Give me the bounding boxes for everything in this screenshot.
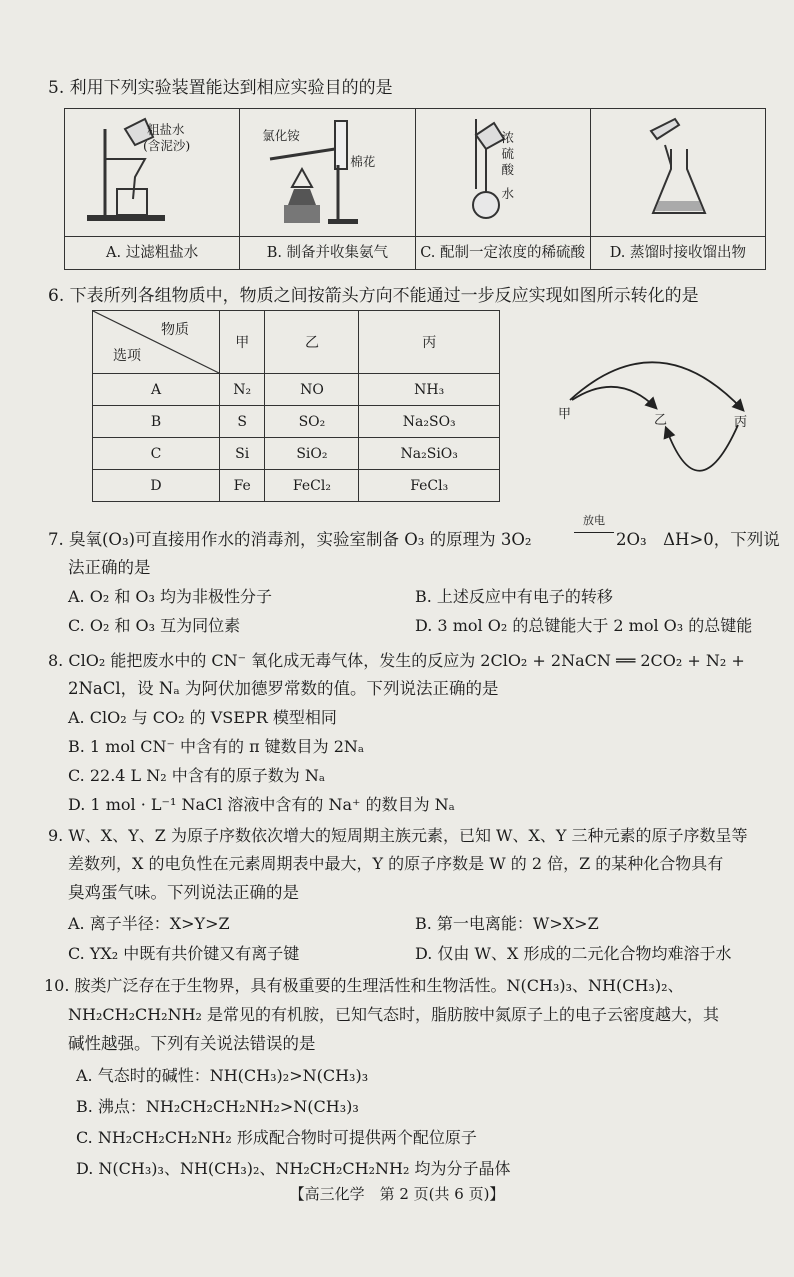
q7-option-d: D. 3 mol O₂ 的总键能大于 2 mol O₃ 的总键能 <box>415 616 753 635</box>
q5-figure-c <box>416 109 590 237</box>
q7-condition: 放电 <box>583 514 605 527</box>
q5-cell-d <box>591 109 765 269</box>
q10-option-a: A. 气态时的碱性：NH(CH₃)₂>N(CH₃)₃ <box>76 1066 369 1085</box>
q10-line3: 碱性越强。下列有关说法错误的是 <box>68 1034 316 1053</box>
q10-line2: NH₂CH₂CH₂NH₂ 是常见的有机胺，已知气态时，脂肪胺中氮原子上的电子云密度越大，其 <box>68 1005 720 1024</box>
q5-cell-b <box>240 109 415 269</box>
q9-option-d: D. 仅由 W、X 形成的二元化合物均难溶于水 <box>415 944 732 963</box>
table-cell: FeCl₃ <box>359 470 500 502</box>
q7-line2: 法正确的是 <box>68 558 151 577</box>
q8-line2: 2NaCl，设 Nₐ 为阿伏加德罗常数的值。下列说法正确的是 <box>68 679 499 698</box>
table-cell: FeCl₂ <box>265 470 359 502</box>
table-cell: A <box>93 374 220 406</box>
q8-option-d: D. 1 mol · L⁻¹ NaCl 溶液中含有的 Na⁺ 的数目为 Nₐ <box>68 795 455 814</box>
table-cell: B <box>93 406 220 438</box>
q5-caption-d: D. 蒸馏时接收馏出物 <box>609 245 747 261</box>
q9-option-c: C. YX₂ 中既有共价键又有离子键 <box>68 944 300 963</box>
q5-figure-d <box>591 109 765 237</box>
table-cell: Fe <box>220 470 265 502</box>
diagonal-header-cell <box>93 311 220 374</box>
cycle-label-yi: 乙 <box>654 413 668 428</box>
label-c3: 酸 <box>501 162 515 177</box>
table-cell: S <box>220 406 265 438</box>
table-row <box>93 406 500 438</box>
q9-line2: 差数列，X 的电负性在元素周期表中最大，Y 的原子序数是 W 的 2 倍，Z 的某种化合物具有 <box>68 854 724 873</box>
q7-arrow-line <box>574 532 614 533</box>
q6-table <box>92 310 500 502</box>
label-b1: 氯化铵 <box>262 128 300 143</box>
table-header-row <box>93 311 500 374</box>
q5-caption-b: B. 制备并收集氨气 <box>266 245 389 261</box>
q5-figure-a <box>65 109 239 237</box>
q10-option-d: D. N(CH₃)₃、NH(CH₃)₂、NH₂CH₂CH₂NH₂ 均为分子晶体 <box>76 1159 511 1178</box>
label-a1: 粗盐水 <box>147 122 185 137</box>
q9-option-a: A. 离子半径：X>Y>Z <box>68 914 230 933</box>
table-cell: D <box>93 470 220 502</box>
arrow-jia-to-bing <box>570 362 743 410</box>
q5-apparatus-table <box>64 108 766 270</box>
arrow-bing-to-yi <box>666 425 738 471</box>
q8-option-c: C. 22.4 L N₂ 中含有的原子数为 Nₐ <box>68 766 326 785</box>
erlenmeyer-flask-icon <box>591 109 766 235</box>
q5-stem: 5. 利用下列实验装置能达到相应实验目的的是 <box>48 78 393 98</box>
conversion-cycle-diagram <box>548 340 778 490</box>
q10-line1: 10. 胺类广泛存在于生物界，具有极重要的生理活性和生物活性。N(CH₃)₃、NH(CH₃)₂、 <box>44 976 684 995</box>
table-cell: NH₃ <box>359 374 500 406</box>
diag-label-top: 物质 <box>161 322 189 338</box>
label-c2: 硫 <box>501 146 515 161</box>
table-cell: Si <box>220 438 265 470</box>
q8-line1: 8. ClO₂ 能把废水中的 CN⁻ 氧化成无毒气体，发生的反应为 2ClO₂ + 2NaCN ══ 2CO₂ + N₂ + <box>48 651 745 670</box>
diag-label-bottom: 选项 <box>113 348 141 364</box>
cycle-label-bing: 丙 <box>734 415 748 430</box>
col-header: 甲 <box>220 311 265 374</box>
table-cell: C <box>93 438 220 470</box>
table-cell: Na₂SiO₃ <box>359 438 500 470</box>
table-row <box>93 374 500 406</box>
col-header: 乙 <box>265 311 359 374</box>
cycle-label-jia: 甲 <box>558 407 572 422</box>
q5-caption-c: C. 配制一定浓度的稀硫酸 <box>420 245 586 261</box>
q7-option-c: C. O₂ 和 O₃ 互为同位素 <box>68 616 241 635</box>
q9-option-b: B. 第一电离能：W>X>Z <box>415 914 599 933</box>
q6-stem: 6. 下表所列各组物质中，物质之间按箭头方向不能通过一步反应实现如图所示转化的是 <box>48 286 699 306</box>
label-c4: 水 <box>501 186 515 201</box>
q5-cell-a <box>65 109 240 269</box>
q5-figure-b <box>240 109 414 237</box>
page-footer: 【高三化学 第 2 页(共 6 页)】 <box>289 1185 505 1203</box>
q9-line3: 臭鸡蛋气味。下列说法正确的是 <box>68 883 299 902</box>
q5-caption-a: A. 过滤粗盐水 <box>106 245 199 261</box>
table-cell: Na₂SO₃ <box>359 406 500 438</box>
table-cell: SO₂ <box>265 406 359 438</box>
table-cell: N₂ <box>220 374 265 406</box>
label-b2: 棉花 <box>350 154 376 169</box>
arrow-jia-to-yi <box>572 387 656 408</box>
q8-option-b: B. 1 mol CN⁻ 中含有的 π 键数目为 2Nₐ <box>68 737 365 756</box>
table-cell: NO <box>265 374 359 406</box>
q9-line1: 9. W、X、Y、Z 为原子序数依次增大的短周期主族元素，已知 W、X、Y 三种元素的原子序数呈等 <box>48 826 748 845</box>
q10-option-c: C. NH₂CH₂CH₂NH₂ 形成配合物时可提供两个配位原子 <box>76 1128 477 1147</box>
table-row <box>93 470 500 502</box>
q7-line1-b: 2O₃ ΔH>0，下列说 <box>616 530 780 549</box>
q7-option-b: B. 上述反应中有电子的转移 <box>415 587 613 606</box>
q7-option-a: A. O₂ 和 O₃ 均为非极性分子 <box>68 587 273 606</box>
table-row <box>93 438 500 470</box>
label-c1: 浓 <box>501 130 515 145</box>
q5-cell-c <box>416 109 591 269</box>
q7-line1-a: 7. 臭氧(O₃)可直接用作水的消毒剂，实验室制备 O₃ 的原理为 3O₂ <box>48 530 532 549</box>
label-a2: (含泥沙) <box>143 138 191 153</box>
diagonal-line-icon <box>93 311 219 373</box>
col-header: 丙 <box>359 311 500 374</box>
table-cell: SiO₂ <box>265 438 359 470</box>
q8-option-a: A. ClO₂ 与 CO₂ 的 VSEPR 模型相同 <box>68 708 337 727</box>
q10-option-b: B. 沸点：NH₂CH₂CH₂NH₂>N(CH₃)₃ <box>76 1097 359 1116</box>
